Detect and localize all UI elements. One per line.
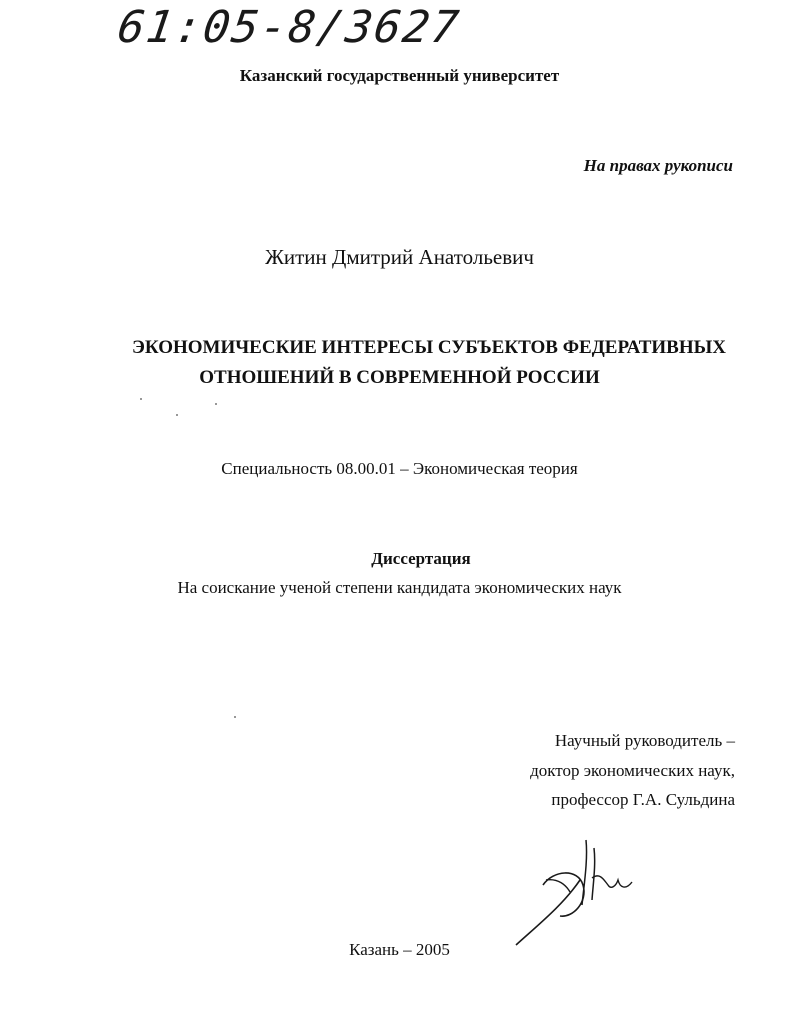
scan-speck [215, 403, 217, 405]
specialty: Специальность 08.00.01 – Экономическая теория [221, 459, 578, 478]
supervisor-role: Научный руководитель – [554, 731, 735, 750]
scan-speck [234, 716, 236, 718]
author-name: Житин Дмитрий Анатольевич [265, 245, 534, 269]
supervisor-name: профессор Г.А. Сульдина [551, 790, 735, 809]
city-and-year: Казань – 2005 [349, 940, 450, 959]
dissertation-title-line-2: ОТНОШЕНИЙ В СОВРЕМЕННОЙ РОССИИ [199, 367, 600, 388]
handwritten-archive-code: 61:05-8/3627 [114, 2, 464, 53]
manuscript-rights-note: На правах рукописи [583, 156, 733, 175]
document-type: Диссертация [371, 549, 471, 568]
scan-speck [140, 398, 142, 400]
dissertation-title-line-1: ЭКОНОМИЧЕСКИЕ ИНТЕРЕСЫ СУБЪЕКТОВ ФЕДЕРАТИВНЫХ [132, 337, 726, 358]
signature-icon [508, 830, 648, 955]
scan-speck [176, 414, 178, 416]
university-name: Казанский государственный университет [239, 66, 560, 85]
degree-statement: На соискание ученой степени кандидата экономических наук [177, 578, 622, 597]
supervisor-degree: доктор экономических наук, [530, 761, 735, 780]
